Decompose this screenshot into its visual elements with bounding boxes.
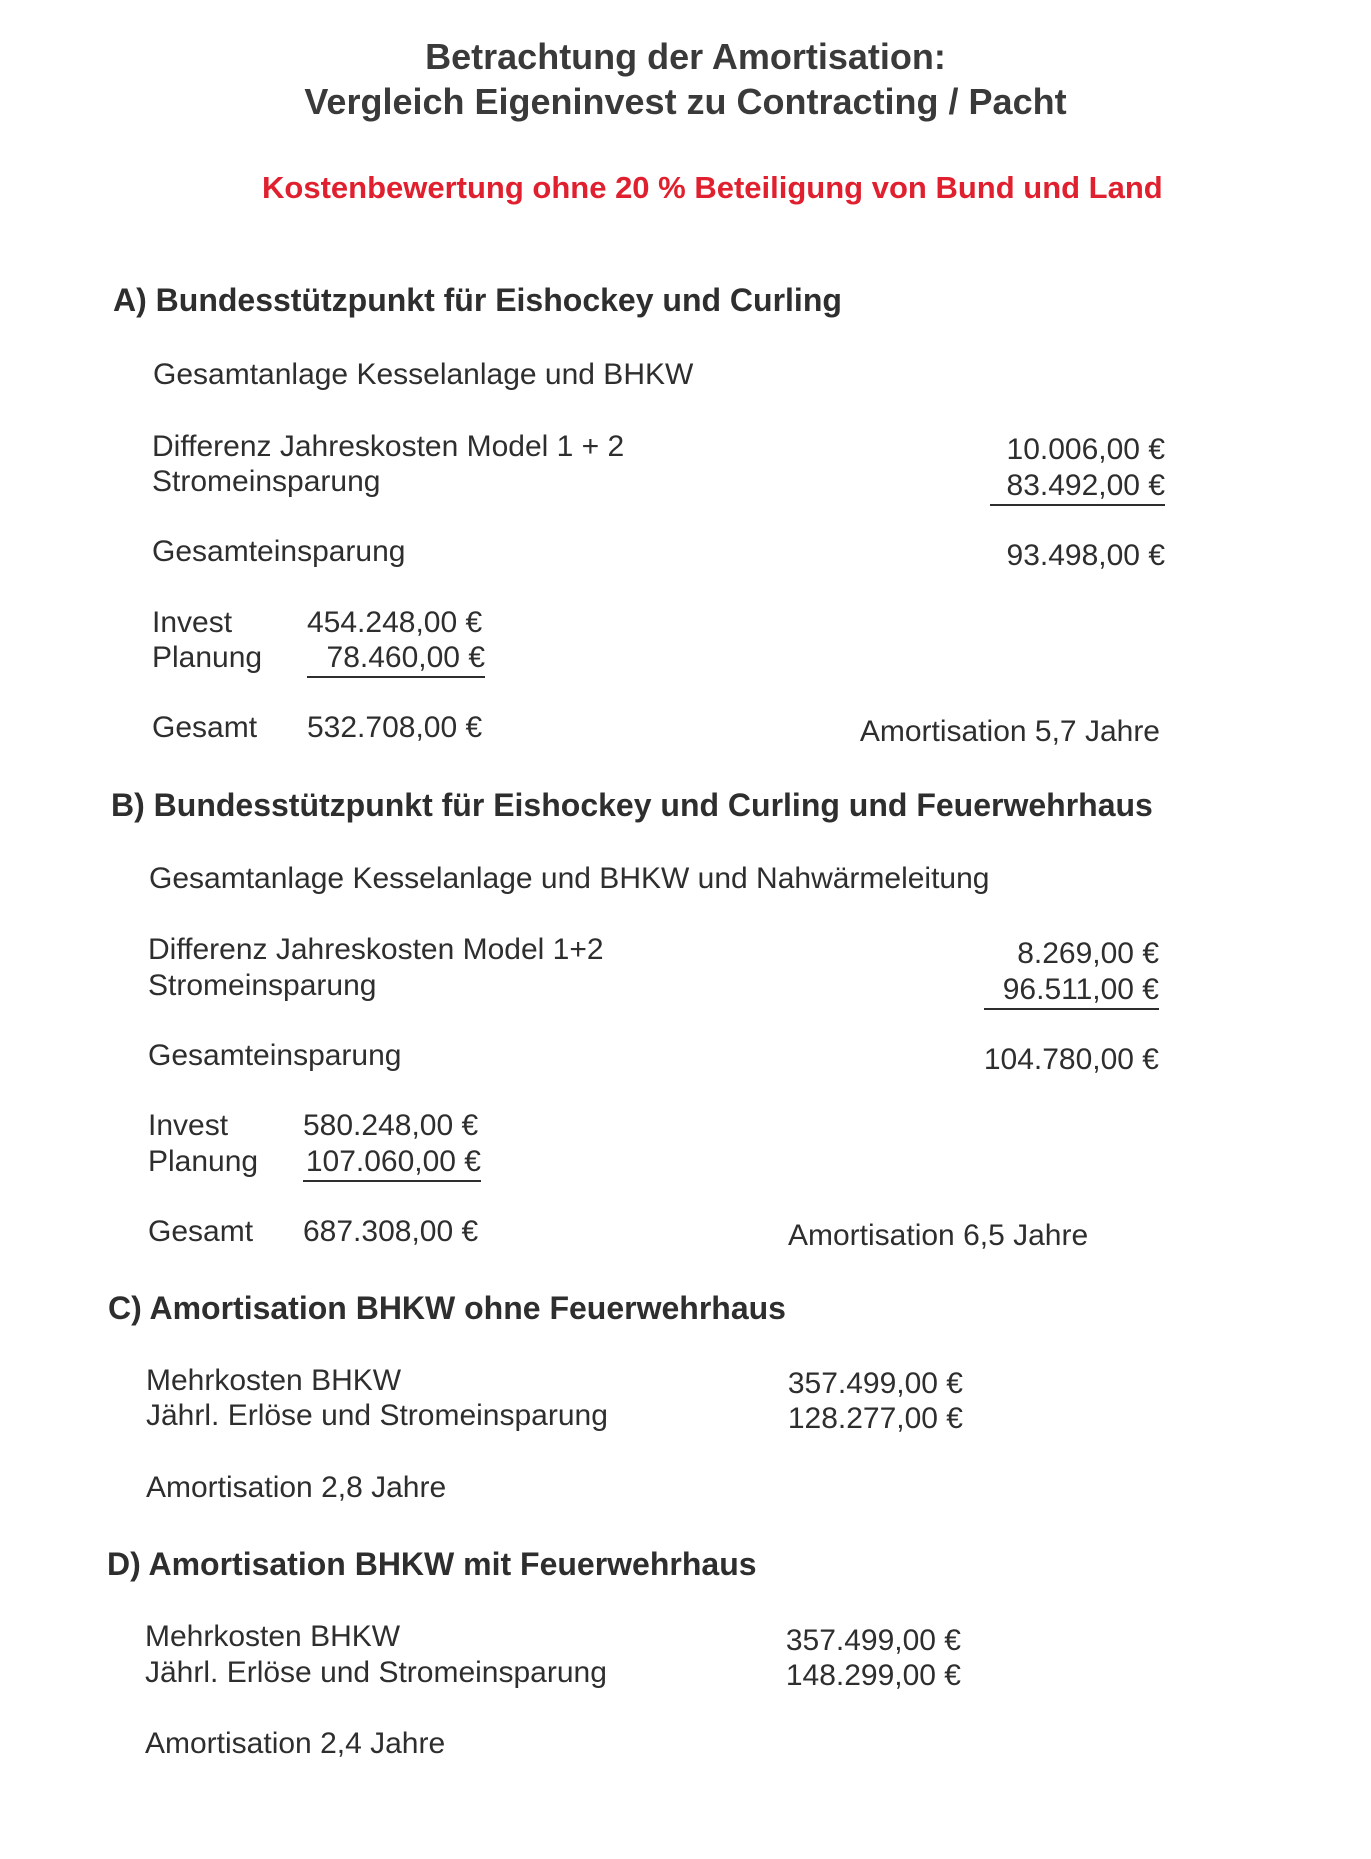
section-a-gesamt-value: 532.708,00 €: [307, 711, 483, 744]
document-subtitle: Kostenbewertung ohne 20 % Beteiligung von Bund und Land: [262, 170, 1163, 205]
section-b-description: Gesamtanlage Kesselanlage und BHKW und Nahwärmeleitung: [149, 862, 990, 895]
section-a-planung-value: [307, 641, 485, 678]
section-b-strom-value: [984, 973, 1159, 1010]
section-a-gesamteinsparung-value: 93.498,00 €: [1006, 539, 1165, 572]
section-d-heading: D) Amortisation BHKW mit Feuerwehrhaus: [107, 1546, 757, 1582]
section-b-gesamt-label: Gesamt: [148, 1215, 254, 1248]
section-b-diff-label: Differenz Jahreskosten Model 1+2: [148, 933, 604, 966]
section-a-invest-label: Invest: [152, 606, 233, 639]
document-title-line1: Betrachtung der Amortisation:: [425, 36, 946, 77]
section-d-amortisation: Amortisation 2,4 Jahre: [145, 1727, 446, 1760]
section-b-gesamteinsparung-label: Gesamteinsparung: [148, 1039, 402, 1072]
section-b-diff-value: 8.269,00 €: [1017, 937, 1159, 970]
section-b-gesamteinsparung-value: 104.780,00 €: [983, 1043, 1159, 1076]
section-a-diff-value: 10.006,00 €: [1006, 433, 1165, 466]
section-d-erloese-label: Jährl. Erlöse und Stromeinsparung: [145, 1656, 607, 1689]
section-d-erloese-value: 148.299,00 €: [785, 1659, 961, 1692]
section-c-heading: C) Amortisation BHKW ohne Feuerwehrhaus: [108, 1290, 786, 1326]
section-a-planung-label: Planung: [152, 641, 263, 674]
section-a-gesamt-label: Gesamt: [152, 711, 258, 744]
section-c-amortisation: Amortisation 2,8 Jahre: [146, 1471, 447, 1504]
section-d-mehrkosten-label: Mehrkosten BHKW: [145, 1620, 401, 1653]
section-a-diff-label: Differenz Jahreskosten Model 1 + 2: [152, 430, 625, 463]
section-b-strom-value-text: 96.511,00 €: [984, 973, 1159, 1010]
section-a-strom-value-text: 83.492,00 €: [990, 469, 1165, 506]
section-c-mehrkosten-value: 357.499,00 €: [787, 1367, 963, 1400]
document-title-line2: Vergleich Eigeninvest zu Contracting / Pacht: [304, 81, 1067, 122]
section-a-invest-value: 454.248,00 €: [307, 606, 483, 639]
section-a-planung-value-text: 78.460,00 €: [307, 641, 485, 678]
section-b-planung-value: [303, 1145, 481, 1182]
section-a-description: Gesamtanlage Kesselanlage und BHKW: [153, 358, 694, 391]
section-a-heading: A) Bundesstützpunkt für Eishockey und Curling: [113, 282, 842, 318]
section-b-amortisation: Amortisation 6,5 Jahre: [788, 1219, 1089, 1252]
section-a-amortisation: Amortisation 5,7 Jahre: [859, 715, 1160, 748]
section-d-mehrkosten-value: 357.499,00 €: [785, 1624, 961, 1657]
section-a-gesamteinsparung-label: Gesamteinsparung: [152, 535, 406, 568]
section-c-erloese-value: 128.277,00 €: [787, 1402, 963, 1435]
section-b-invest-value: 580.248,00 €: [303, 1109, 479, 1142]
section-b-strom-label: Stromeinsparung: [148, 969, 377, 1002]
section-b-heading: B) Bundesstützpunkt für Eishockey und Curling und Feuerwehrhaus: [111, 787, 1153, 823]
section-a-strom-label: Stromeinsparung: [152, 465, 381, 498]
section-b-invest-label: Invest: [148, 1109, 229, 1142]
section-c-erloese-label: Jährl. Erlöse und Stromeinsparung: [146, 1399, 608, 1432]
section-b-planung-label: Planung: [148, 1145, 259, 1178]
section-a-strom-value: [990, 469, 1165, 506]
section-c-mehrkosten-label: Mehrkosten BHKW: [146, 1364, 402, 1397]
section-b-gesamt-value: 687.308,00 €: [303, 1215, 479, 1248]
section-b-planung-value-text: 107.060,00 €: [303, 1145, 481, 1182]
